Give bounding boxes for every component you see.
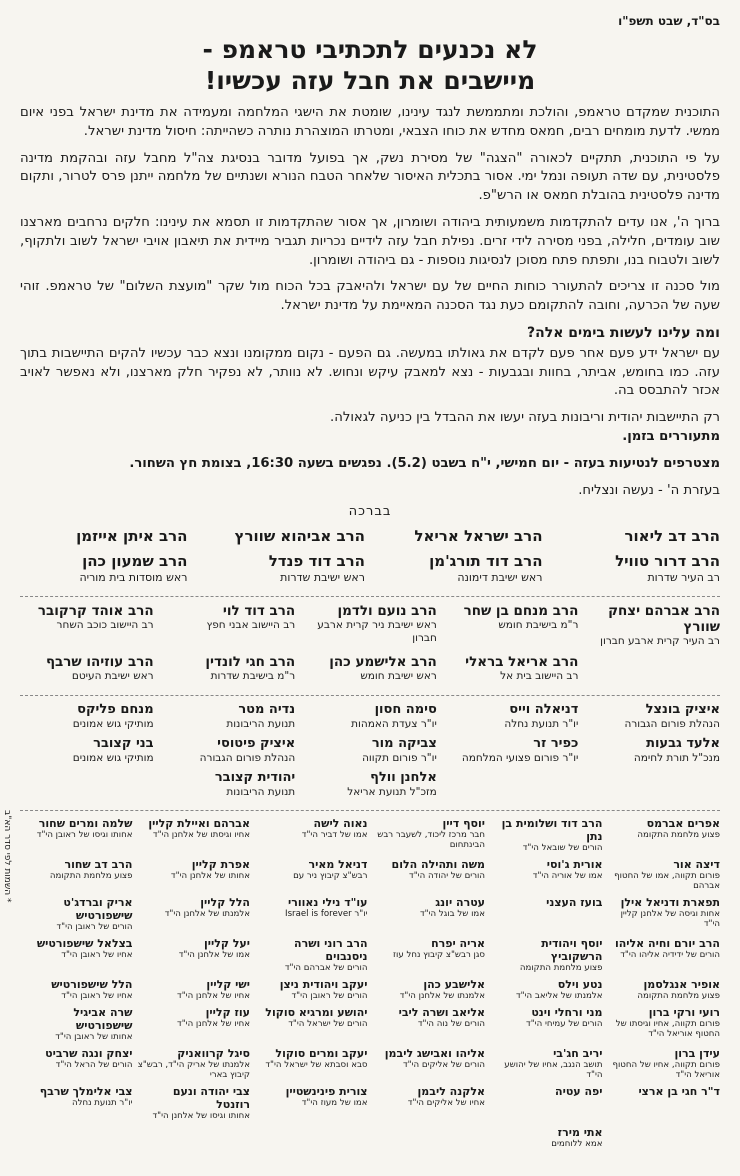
signatory-role: תושב הנגב, אחיו של יהושע הי"ד xyxy=(504,1060,603,1081)
signatory xyxy=(490,1006,603,1047)
signatory xyxy=(138,978,251,1006)
signatory xyxy=(20,896,133,937)
signatory xyxy=(608,1006,721,1047)
signatory-name: הרב חגי לונדין xyxy=(205,654,296,671)
signatory-role: מותיקי גוש אמונים xyxy=(72,752,154,765)
signatory-role: ראש ישיבת ניר קרית ארבע חברון xyxy=(317,619,437,645)
signatory-role: אחיו של אלחנן הי"ד xyxy=(177,991,250,1002)
signatory-name: הרב אביהוא שוורץ xyxy=(234,527,365,546)
signatory-role: אלמנתו של אריק הי"ד, רבש"צ קיבוץ בארי xyxy=(137,1060,250,1081)
signatory-name: שלמה ומרים שחור xyxy=(38,817,133,831)
signatory-role: רב העיר שדרות xyxy=(647,571,720,585)
signatory-name: הרב דוד פנדל xyxy=(268,552,365,571)
signatory xyxy=(138,937,251,978)
signatory-role: אמו של אלחנן הי"ד xyxy=(178,950,250,961)
signatory-name: הרב איתן אייזמן xyxy=(76,527,188,546)
signatory-name: צבי אלימלך שרבף xyxy=(39,1085,133,1099)
signatory xyxy=(20,654,154,689)
signatory-role: יו"ר פורום פצועי המלחמה xyxy=(461,752,579,765)
signatory-name: צורית פינינשטיין xyxy=(285,1085,368,1099)
signatory xyxy=(303,654,437,689)
signatory xyxy=(20,770,154,804)
signatory-name: אריה יפרח xyxy=(431,937,485,951)
signatory-name: כפיר זר xyxy=(533,736,579,752)
signatory-name: מנחם פליקס xyxy=(77,702,154,718)
families-grid xyxy=(14,817,726,1154)
rabbis-top-grid xyxy=(14,527,726,590)
signatory-name: הרב אריאל בראלי xyxy=(465,654,579,671)
signatory-role: ראש ישיבת חומש xyxy=(360,670,437,683)
signatory xyxy=(608,896,721,937)
signatory xyxy=(162,654,296,689)
signatory-role: אמו של אוריה הי"ד xyxy=(532,871,603,882)
signatory xyxy=(255,817,368,858)
signatory xyxy=(198,552,366,590)
signatory-name: אברהם ואיילת קליין xyxy=(148,817,250,831)
signatory xyxy=(586,736,720,770)
signatory-role: מזכ"ל תנועת אריאל xyxy=(347,786,437,799)
signatory xyxy=(490,937,603,978)
signatory-role: פצוע מלחמת התקומה xyxy=(519,963,603,974)
signatory-name: סיגל קרוואניק xyxy=(177,1047,250,1061)
signatory-role: רב היישוב כוכב השחר xyxy=(56,619,154,632)
signatory-name: נדיה מטר xyxy=(238,702,296,718)
signatory-name: אלעד גבעות xyxy=(646,736,720,752)
signatory xyxy=(255,1126,368,1154)
signatory xyxy=(373,937,486,978)
rabbis-mid-grid xyxy=(14,603,726,689)
signatory-role: רבש"צ קיבוץ ניר עם xyxy=(293,871,368,882)
signatory xyxy=(373,896,486,937)
signatory xyxy=(490,1047,603,1085)
signatory xyxy=(162,603,296,654)
signatory-name: אפרת קליין xyxy=(191,858,250,872)
signatory-role: הורים של אליקים הי"ד xyxy=(402,1060,485,1071)
paragraph: רק התיישבות יהודית וריבונות בעזה יעשו את ההבדל בין כניעה לגאולה. xyxy=(330,410,720,426)
signatory-role: הורים של עמיחי הי"ד xyxy=(526,1019,603,1030)
signatory-name: דניאלה וייס xyxy=(509,702,579,718)
signatory-name: הרב שמעון כהן xyxy=(82,552,188,571)
signatory xyxy=(490,1126,603,1154)
signatory xyxy=(553,552,721,590)
signatory-name: אלישבע כהן xyxy=(423,978,485,992)
signatory-name: אליאב ושרה ליבי xyxy=(398,1006,485,1020)
signatory xyxy=(608,1085,721,1126)
signatory-name: עו"ד נילי נאוורי xyxy=(288,896,368,910)
signatory-role: ראש מוסדות בית מוריה xyxy=(79,571,188,585)
signatory-role: הורים של הראל הי"ד xyxy=(55,1060,133,1071)
event-line: מצטרפים לנטיעות בעזה - יום חמישי, י"ח בשבט (5.2). נפגשים בשעה 16:30, בצומת חץ השחור. xyxy=(129,455,720,471)
signatory xyxy=(162,702,296,736)
signatory-role: אחותו וגיסו של ראובן הי"ד xyxy=(36,830,133,841)
signatory xyxy=(138,858,251,896)
signatory-name: נאוה לישה xyxy=(313,817,368,831)
signatory xyxy=(490,1085,603,1126)
signatory xyxy=(198,527,366,552)
blessing: בברכה xyxy=(348,504,392,520)
signatory-role: אחותו וגיסו של אלחנן הי"ד xyxy=(152,1111,250,1122)
signatory-role: פצוע מלחמת התקומה xyxy=(49,871,133,882)
headline xyxy=(14,34,726,96)
signatory xyxy=(608,1126,721,1154)
signatory-name: הרב אברהם יצחק שוורץ xyxy=(608,603,720,636)
signatory xyxy=(373,817,486,858)
signatory xyxy=(138,1006,251,1047)
signatory-name: הלל קליין xyxy=(200,896,250,910)
signatory xyxy=(255,978,368,1006)
signatory-name: משה ותהילה הלום xyxy=(391,858,485,872)
signatory xyxy=(138,1085,251,1126)
activists-grid xyxy=(14,702,726,804)
signatory-name: סימה חסון xyxy=(374,702,437,718)
signatory-role: הורים של נוה הי"ד xyxy=(417,1019,485,1030)
signatory-name: בני קצובר xyxy=(93,736,154,752)
signatory-role: פצוע מלחמת התקומה xyxy=(637,830,720,841)
signatory-role: הורים של ישראל הי"ד xyxy=(288,1019,368,1030)
signatory-name: איציק פיטוסי xyxy=(217,736,296,752)
signatory-name: הרב רוני ושרה ניסנבוים xyxy=(294,937,368,964)
signatory-role: הנהלת פורום הגבורה xyxy=(199,752,296,765)
signatory-role: הורים של ראובן הי"ד xyxy=(56,922,133,933)
signatory xyxy=(303,770,437,804)
signatory xyxy=(255,1006,368,1047)
signatory-name: הרב אלישמע כהן xyxy=(329,654,437,671)
signatory-name: הרב דרור טוויל xyxy=(615,552,720,571)
signatory-name: אלחנן וולף xyxy=(370,770,437,786)
signatory-name: רועי ורקי ברון xyxy=(648,1006,720,1020)
signatory-role: סגן רבש"צ קיבוץ נחל עוז xyxy=(393,950,485,961)
signatory xyxy=(445,736,579,770)
signatory-name: הרב מנחם בן שחר xyxy=(463,603,579,620)
signatory xyxy=(255,1047,368,1085)
signatory xyxy=(20,1006,133,1047)
signatory-name: הרב אוהד קרקובר xyxy=(37,603,154,620)
signatory xyxy=(255,937,368,978)
sort-note: * השמות לפי סדר הא"ב xyxy=(2,810,12,903)
signatory xyxy=(20,736,154,770)
signatory-role: אחיו של ראובן הי"ד xyxy=(61,950,133,961)
signatory-name: צבי יהודה ונעם רוזנטל xyxy=(172,1085,250,1112)
signatory xyxy=(20,702,154,736)
signatory xyxy=(375,527,543,552)
signatory-name: שרה אביגיל שישפורטיש xyxy=(73,1006,133,1033)
signatory xyxy=(20,978,133,1006)
signatory-name: יעל קליין xyxy=(203,937,250,951)
paragraph: עם ישראל ידע פעם אחר פעם לקדם את גאולתו במעשה. גם הפעם - נקום ממקומנו ונצא כבר עכשיו להקים התיישבות בתוך עזה. כמו בחומש, אביתר, בחוות ובגבעות - נצא למאבק עיקש ונחוש. לא נוותר, לא נפקיר חלק מארצנו, ולא נאפשר לאויב אכזר להתבסס בה. xyxy=(20,345,720,399)
signatory-role: אלמנתו של אלחנן הי"ד xyxy=(164,909,250,920)
signatory-role: רב העיר קרית ארבע חברון xyxy=(600,635,720,648)
signatory-name: ישי קליין xyxy=(206,978,250,992)
signatory-role: הורים של שובאל הי"ד xyxy=(522,843,603,854)
signatory-role: מנכ"ל תורת לחימה xyxy=(633,752,720,765)
article-body xyxy=(14,104,726,500)
signatory-name: יוסף ויהודית הרשקוביץ xyxy=(541,937,603,964)
signatory xyxy=(490,896,603,937)
signatory-name: אריק וברדג'ט שישפורטיש xyxy=(63,896,133,923)
signatory-name: הרב עוזיהו שרבף xyxy=(45,654,154,671)
signatory xyxy=(608,978,721,1006)
date-note: בס"ד, שבט תשפ"ו xyxy=(618,14,720,28)
signatory xyxy=(608,858,721,896)
signatory-role: אחיו של ראובן הי"ד xyxy=(61,991,133,1002)
signatory xyxy=(162,736,296,770)
signatory-name: בצלאל שישפורטיש xyxy=(36,937,133,951)
signatory xyxy=(586,654,720,689)
headline-line-1: לא נכנעים לתכתיבי טראמפ - xyxy=(202,35,538,64)
signatory-role: ראש ישיבת שדרות xyxy=(280,571,365,585)
signatory-role: הורים של ראובן הי"ד xyxy=(291,991,368,1002)
signatory-name: הרב דוד תורג'מן xyxy=(429,552,543,571)
signatory-role: הורים של אברהם הי"ד xyxy=(284,963,368,974)
signatory-name: הרב דב ליאור xyxy=(624,527,720,546)
signatory xyxy=(20,1047,133,1085)
signatory-name: נטע וילס xyxy=(557,978,603,992)
signatory-role: פצוע מלחמת התקומה xyxy=(637,991,720,1002)
signatory-name: עידן ברון xyxy=(674,1047,720,1061)
signatory xyxy=(303,736,437,770)
signatory-name: ד"ר חגי בן ארצי xyxy=(638,1085,720,1099)
signatory xyxy=(20,858,133,896)
signatory xyxy=(373,978,486,1006)
signatory xyxy=(553,527,721,552)
signatory-role: אמו של דביר הי"ד xyxy=(301,830,368,841)
signatory-name: אפרים אברמס xyxy=(646,817,720,831)
signatory-role: תנועת הריבונות xyxy=(226,786,296,799)
signatory xyxy=(490,978,603,1006)
signatory xyxy=(490,858,603,896)
signatory xyxy=(303,603,437,654)
signatory-name: יעקב ויהודית ניצן xyxy=(279,978,368,992)
signatory xyxy=(138,1047,251,1085)
signatory-name: הרב דב שחור xyxy=(64,858,133,872)
signatory-role: פורום תקווה, אחיו וגיסתו של החטוף אוריאל הי"ד xyxy=(615,1019,720,1040)
signatory xyxy=(586,603,720,654)
signatory-name: איציק בונצל xyxy=(645,702,720,718)
bold-line: מתעוררים בזמן. xyxy=(622,428,720,444)
signatory-name: יהודית קצובר xyxy=(214,770,296,786)
signatory-name: הרב דוד ושלומית בן נתן xyxy=(501,817,603,844)
signatory-role: ר"מ בישיבת שדרות xyxy=(210,670,296,683)
signatory xyxy=(608,817,721,858)
signatory-role: אמו של מעוז הי"ד xyxy=(301,1098,368,1109)
paragraph: על פי התוכנית, תתקיים לכאורה "הצגה" של מסירת נשק, אך בפועל מדובר בנסיגת צה"ל מחבל עזה ובהקמת מדינה פלסטינית, עם שדה תעופה ונמל ימי. אסור בתכלית האיסור שלאחר הטבח הנורא ושנתיים של מלחמה ייתנן פרס לטרור, ותקום מדינה פלסטינית בהובלת חמאס או הרש"פ. xyxy=(20,150,720,204)
signatory-role: אחיו של אליקים הי"ד xyxy=(407,1098,485,1109)
signatory-role: רב היישוב בית אל xyxy=(500,670,579,683)
signatory xyxy=(586,770,720,804)
divider xyxy=(20,810,720,811)
signatory-role: אחיו וגיסתו של אלחנן הי"ד xyxy=(152,830,250,841)
signatory xyxy=(20,937,133,978)
signatory xyxy=(20,527,188,552)
signatory-name: בועז העצני xyxy=(546,896,603,910)
signatory-name: יוסף דיין xyxy=(442,817,485,831)
signatory-role: רב היישוב אבני חפץ xyxy=(206,619,296,632)
signatory-name: תפארת ודניאל אילן xyxy=(620,896,720,910)
signatory-role: אמא ללוחמים xyxy=(551,1139,603,1150)
signatory xyxy=(162,770,296,804)
signatory-name: הרב נועם ולדמן xyxy=(337,603,437,620)
signatory-name: הרב דוד לוי xyxy=(222,603,296,620)
signatory-role: הורים של ידידיה אליהו הי"ד xyxy=(620,950,720,961)
signatory-role: אמו של בוגל הי"ד xyxy=(419,909,485,920)
signatory xyxy=(608,1047,721,1085)
signatory-name: עוז קליין xyxy=(205,1006,250,1020)
signatory-name: הרב יורם וחיה אליהו xyxy=(614,937,720,951)
signatory xyxy=(373,1126,486,1154)
signatory-role: ראש ישיבת דימונה xyxy=(457,571,543,585)
subheading: ומה עלינו לעשות בימים אלה? xyxy=(527,324,720,341)
signatory xyxy=(375,552,543,590)
signatory xyxy=(445,702,579,736)
signatory-role: הורים של יהודה הי"ד xyxy=(409,871,485,882)
signatory-name: אופיר אנגלסמן xyxy=(643,978,720,992)
signatory xyxy=(373,1085,486,1126)
signatory xyxy=(20,817,133,858)
signatory-name: עטרה יונג xyxy=(435,896,485,910)
signatory-role: אלמנתו של אליאב הי"ד xyxy=(515,991,603,1002)
signatory xyxy=(586,702,720,736)
signatory-name: אתי מירז xyxy=(557,1126,603,1140)
signatory-role: פורום תקווה, אחיו של החטוף אוריאל הי"ד xyxy=(612,1060,720,1081)
signatory-name: דיצה אור xyxy=(673,858,720,872)
signatory-name: יהושע ומרגיא סוקול xyxy=(265,1006,368,1020)
signatory-role: אלמנתו של אלחנן הי"ד xyxy=(399,991,485,1002)
signatory xyxy=(608,937,721,978)
signatory-role: פורום תקווה, אמו של החטוף אברהם xyxy=(614,871,720,892)
signatory xyxy=(255,896,368,937)
signatory xyxy=(373,858,486,896)
signatory-name: אליהו ואבישג ליבמן xyxy=(384,1047,485,1061)
signatory-role: חבר מרכז ליכוד, לשעבר רבש הבינתחום xyxy=(377,830,485,851)
divider xyxy=(20,695,720,696)
signatory xyxy=(20,552,188,590)
signatory-role: יו"ר פורום תקווה xyxy=(362,752,437,765)
signatory-role: אחיו של אלחנן הי"ד xyxy=(177,1019,250,1030)
signatory-name: הרב ישראל אריאל xyxy=(414,527,543,546)
signatory xyxy=(445,654,579,689)
closing-line: בעזרת ה' - נעשה ונצליח. xyxy=(578,482,720,498)
signatory xyxy=(20,1126,133,1154)
signatory-role: יו"ר תנועת נחלה xyxy=(504,718,579,731)
signatory-role: אחות וגיסה של אלחנן קליין הי"ד xyxy=(620,909,720,930)
headline-line-2: מיישבים את חבל עזה עכשיו! xyxy=(204,66,536,95)
signatory-name: מני ורחלי וינט xyxy=(531,1006,603,1020)
signatory-role: תנועת הריבונות xyxy=(226,718,296,731)
signatory-name: אורית ג'וסי xyxy=(546,858,603,872)
signatory-role: יו"ר צעדת האמהות xyxy=(351,718,437,731)
paragraph: מול סכנה זו צריכים להתעורר כוחות החיים של עם ישראל ולהיאבק בכל הכוח מול שקר "מועצת השלום" של טראמפ. זוהי שעה של הכרעה, וחובה להתקומם כעת נגד הסכנה המאיימת על מדינת ישראל. xyxy=(20,279,720,314)
signatory-role: אחותו של אלחנן הי"ד xyxy=(170,871,250,882)
signatory xyxy=(490,817,603,858)
signatory xyxy=(20,603,154,654)
signatory xyxy=(138,896,251,937)
signatory xyxy=(20,1085,133,1126)
signatory-name: אלקנה ליבמן xyxy=(417,1085,485,1099)
signatory xyxy=(138,1126,251,1154)
signatory-name: הלל שישפורטיש xyxy=(51,978,133,992)
signatory-role: יו"ר Israel is forever xyxy=(285,909,368,920)
signatory xyxy=(445,770,579,804)
signatory-role: יו"ר תנועת נחלה xyxy=(71,1098,133,1109)
signatory xyxy=(255,858,368,896)
signatory-role: ראש ישיבת העיטם xyxy=(71,670,154,683)
signatory xyxy=(373,1047,486,1085)
signatory-role: סבא וסבתא של ישראל הי"ד xyxy=(265,1060,368,1071)
signatory-role: אחותו של ראובן הי"ד xyxy=(55,1032,133,1043)
signatory-role: ר"מ בישיבת חומש xyxy=(498,619,579,632)
paragraph: התוכנית שמקדם טראמפ, והולכת ומתממשת לנגד עינינו, שומטת את הישגי המלחמה ומעמידה את מדינת ישראל בפני איום ממשי. לדעת מומחים רבים, חמאס מחדש את כוחו הצבאי, ומטרתו המוצהרת נותרה כשהייתה: חיסול מדינת ישראל. xyxy=(20,105,720,139)
signatory xyxy=(373,1006,486,1047)
signatory xyxy=(138,817,251,858)
signatory-name: יצחק ונגה שרביט xyxy=(45,1047,133,1061)
divider xyxy=(20,596,720,597)
signatory xyxy=(255,1085,368,1126)
signatory xyxy=(303,702,437,736)
signatory-role: הנהלת פורום הגבורה xyxy=(624,718,720,731)
signatory-name: יפה עטיה xyxy=(555,1085,603,1099)
paragraph: ברוך ה', אנו עדים להתקדמות משמעותית ביהודה ושומרון, אך אסור שהתקדמות זו תסמא את עינינו: חלקים נרחבים מארצנו שוב עומדים, חלילה, בפני מסירה לידי זרים. נפילת חבל עזה לידיים נכריות תגביר מיידית את תיאבון אויבי ישראל לשוב ולתקוף, לשוב ולטבוח בנו, ותפתח פתח מסוכן לנסיגות נוספות - גם ביהודה ושומרון. xyxy=(20,214,720,268)
signatory xyxy=(445,603,579,654)
signatory-name: צביקה מור xyxy=(371,736,437,752)
signatory-name: יריב חג'בי xyxy=(553,1047,603,1061)
signatory-name: יעקב ומרים סוקול xyxy=(275,1047,368,1061)
signatory-name: דניאל מאיר xyxy=(308,858,368,872)
signatory-role: מותיקי גוש אמונים xyxy=(72,718,154,731)
